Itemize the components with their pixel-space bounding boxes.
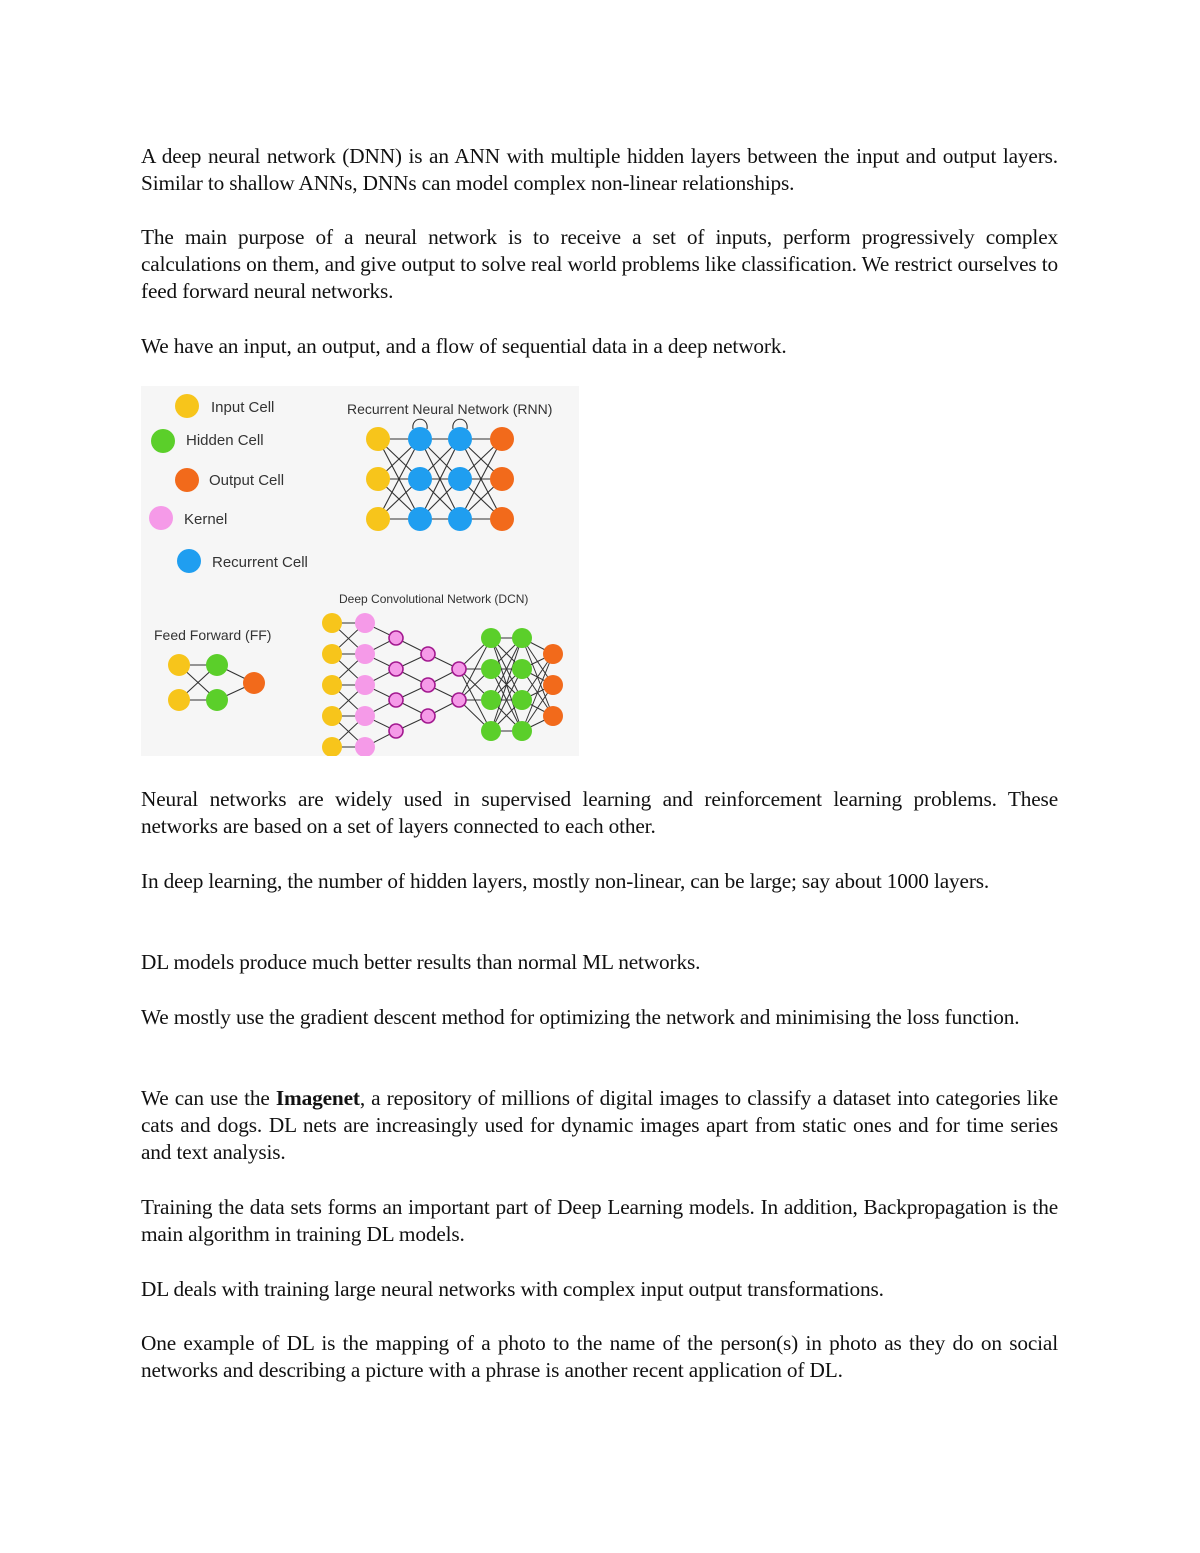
rnn-diagram (378, 419, 502, 519)
legend-kernel-swatch (149, 506, 173, 530)
legend-kernel-label: Kernel (184, 511, 228, 528)
paragraph-supervised-learning: Neural networks are widely used in supervised learning and reinforcement learning problems. These networks are based on a set of layers connected to each other. (141, 787, 1058, 839)
paragraph-photo-mapping: One example of DL is the mapping of a photo to the name of the person(s) in photo as they do on social networks and describing a picture with a phrase is another recent application of DL. (141, 1331, 1058, 1383)
paragraph-training: Training the data sets forms an important part of Deep Learning models. In addition, Backpropagation is the main algorithm in training DL models. (141, 1195, 1058, 1247)
paragraph-hidden-layers: In deep learning, the number of hidden layers, mostly non-linear, can be large; say about 1000 layers. (141, 869, 990, 893)
ff-nodes (168, 654, 265, 711)
dcn-title: Deep Convolutional Network (DCN) (339, 592, 529, 606)
paragraph-large-networks: DL deals with training large neural networks with complex input output transformations. (141, 1277, 884, 1301)
imagenet-text-after: , a repository of millions of digital images to classify a dataset into categories like cats and dogs. DL nets are increasingly used for dynamic images apart from static ones and for time series and text analysis. (141, 1086, 1058, 1165)
dcn-nodes (322, 613, 563, 756)
paragraph-main-purpose: The main purpose of a neural network is to receive a set of inputs, perform progressively complex calculations on them, and give output to solve real world problems like classification. We restrict ourselves to feed forward neural networks. (141, 225, 1058, 304)
legend-input-cell-label: Input Cell (211, 399, 275, 416)
legend-recurrent-cell-swatch (177, 549, 201, 573)
legend-input-cell-swatch (175, 394, 199, 418)
imagenet-term: Imagenet (275, 1086, 360, 1110)
neural-network-types-figure (141, 386, 579, 756)
paragraph-dl-results: DL models produce much better results than normal ML networks. (141, 950, 701, 974)
paragraph-dnn-definition: A deep neural network (DNN) is an ANN with multiple hidden layers between the input and output layers. Similar to shallow ANNs, DNNs can model complex non-linear relationships. (141, 144, 1058, 196)
ff-title: Feed Forward (FF) (154, 627, 272, 643)
legend-recurrent-cell-label: Recurrent Cell (212, 554, 308, 571)
legend-output-cell-label: Output Cell (209, 472, 285, 489)
legend-hidden-cell-label: Hidden Cell (186, 432, 264, 449)
paragraph-input-output: We have an input, an output, and a flow of sequential data in a deep network. (141, 334, 787, 358)
imagenet-text-before: We can use the (141, 1086, 276, 1110)
paragraph-imagenet (141, 1085, 1058, 1167)
legend-output-cell-swatch (175, 468, 199, 492)
paragraph-gradient-descent: We mostly use the gradient descent method for optimizing the network and minimising the loss function. (141, 1005, 1020, 1029)
legend-hidden-cell-swatch (151, 429, 175, 453)
rnn-title: Recurrent Neural Network (RNN) (347, 401, 553, 417)
figure-legend (149, 394, 308, 573)
